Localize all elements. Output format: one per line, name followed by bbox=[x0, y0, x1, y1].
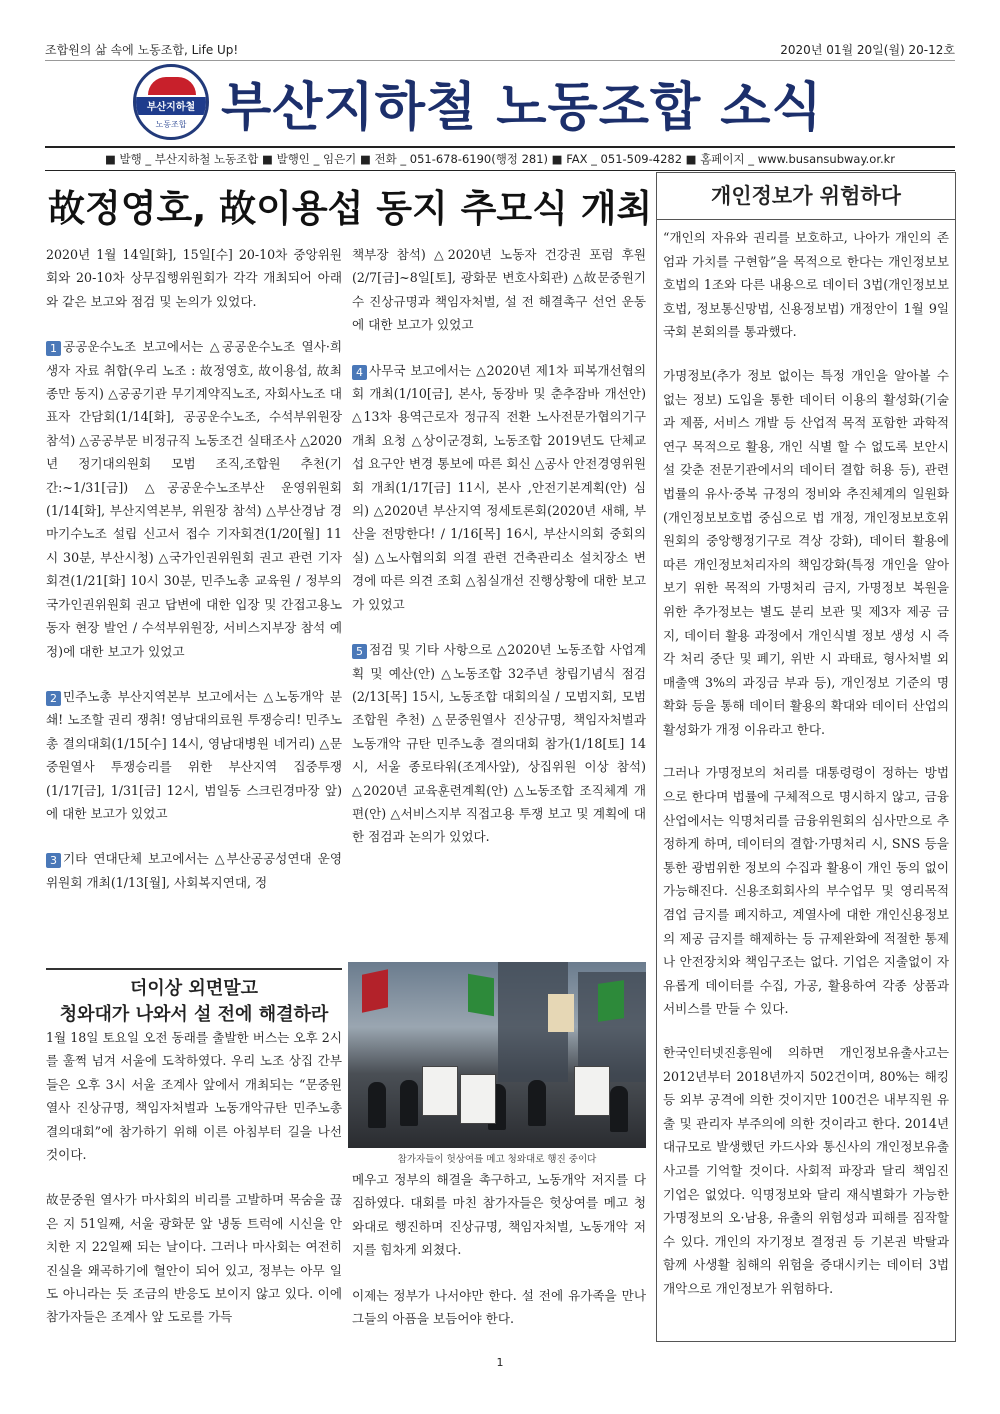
report-item-3-cont: 책부장 참석) △2020년 노동자 건강권 포럼 후원 (2/7[금]~8일[토], 광화문 변호사회관) △故문중원기수 진상규명과 책임자처벌, 설 전 해결촉구 선언 운동에 대한 보고가 있었고 bbox=[352, 247, 646, 333]
number-badge-3: 3 bbox=[46, 853, 61, 868]
report-item-1: 1 공공운수노조 보고에서는 △공공운수노조 열사·희생자 자료 취합(우리 노조 : 故정영호, 故이용섭, 故최종만 동지) △공공기관 무기계약직노조, 자회사노조 대표자 간담회(1/14[화], 공공운수노조, 수석부위원장 참석) △공공부문 비정규직 노동조건 실태조사 △2020년 정기대의원회 모범 조직,조합원 추천(기간:~1/31[금]) △공공운수노조부산 운영위원회(1/14[화], 부산지역본부, 위원장 참석) △부산경남 경마기수노조 설립 신고서 접수 기자회견(1/20[월] 11시 30분, 부산시청) △국가인권위원회 권고 관련 기자회견(1/21[화] 10시 30분, 민주노총 교육원 / 정부의 국가인권위원회 권고 답변에 대한 입장 및 간접고용노동자 현장 발언 / 수석부위원장, 서비스지부장 참석 예정)에 대한 보고가 있었고 bbox=[46, 339, 342, 659]
report-item-5: 5 점검 및 기타 사항으로 △2020년 노동조합 사업계획 및 예산(안) △노동조합 32주년 창립기념식 점검(2/13[목] 15시, 노동조합 대회의실 / 모범지회, 모범조합원 추천) △문중원열사 진상규명, 책임자처벌과 노동개악 규탄 민주노총 결의대회 참가(1/18[토] 14시, 서울 종로타워(조계사앞), 상집위원 이상 참석) △2020년 교육훈련계획(안) △노동조합 조직체계 개편(안) △서비스지부 직접고용 투쟁 보고 및 계획에 대한 점검과 논의가 있었다. bbox=[352, 642, 646, 845]
report-item-2: 2 민주노총 부산지역본부 보고에서는 △노동개악 분쇄! 노조할 권리 쟁취! 영남대의료원 투쟁승리! 민주노총 결의대회(1/15[수] 14시, 영남대병원 네거리) △문중원열사 투쟁승리를 위한 부산지역 집중투쟁(1/17[금], 1/31[금] 12시, 범일동 스크린경마장 앞)에 대한 보고가 있었고 bbox=[46, 688, 342, 821]
masthead bbox=[45, 62, 955, 142]
green-flag bbox=[468, 974, 494, 1017]
protest-sign bbox=[460, 1074, 496, 1124]
article-intro: 2020년 1월 14일[화], 15일[수] 20-10차 중앙위원회와 20-10차 상무집행위원회가 각각 개최되어 아래와 같은 보고와 점검 및 논의가 있었다. bbox=[46, 247, 342, 309]
sidebar-paragraph-1: “개인의 자유와 권리를 보호하고, 나아가 개인의 존엄과 가치를 구현함”을 목적으로 한다는 개인정보보호법의 1조와 다른 내용으로 데이터 3법(개인정보보호법, 정보통신망법, 신용정보법) 개정안이 1월 9일 국회 본회의를 통과했다. bbox=[663, 230, 949, 340]
article2-paragraph-4: 이제는 정부가 나서야만 한다. 설 전에 유가족을 만나 그들의 아픔을 보듬어야 한다. bbox=[352, 1287, 646, 1327]
logo-arc bbox=[148, 77, 196, 95]
sidebar-box bbox=[656, 172, 956, 1342]
banner bbox=[548, 994, 574, 1032]
article2-column-2 bbox=[352, 1168, 646, 1352]
red-flag bbox=[362, 969, 388, 1013]
green-flag bbox=[598, 980, 624, 1022]
main-headline: 故정영호, 故이용섭 동지 추모식 개최 bbox=[48, 187, 653, 230]
number-badge-1: 1 bbox=[46, 341, 61, 356]
sidebar-paragraph-4: 한국인터넷진흥원에 의하면 개인정보유출사고는 2012년부터 2018년까지 502건이며, 80%는 해킹 등 외부 공격에 의한 것이지만 100건은 내부직원 유출 및 관리자 부주의에 의한 것이라고 한다. 2014년 대규모로 발생했던 카드사와 통신사의 개인정보유출사고를 기억할 것이다. 사회적 파장과 달리 책임진 기업은 없었다. 익명정보와 달리 재식별화가 가능한 가명정보의 오·남용, 유출의 위험성과 피해를 짐작할 수 있다. 개인의 자기정보 결정권 등 기본권 박탈과 함께 사생활 침해의 위험을 증대시키는 데이터 3법 개악으로 개인정보가 위험하다. bbox=[663, 1045, 949, 1296]
protest-sign bbox=[422, 1066, 458, 1116]
logo-subtext: 노동조합 bbox=[155, 120, 187, 129]
article2-paragraph-2: 故문중원 열사가 마사회의 비리를 고발하며 목숨을 끊은 지 51일째, 서울 광화문 앞 냉동 트럭에 시신을 안치한 지 22일째 되는 날이다. 그러나 마사회는 여전히 진실을 왜곡하기에 혈안이 되어 있고, 정부는 아무 일도 아니라는 듯 조금의 반응도 보이지 않고 있다. 이에 참가자들은 조계사 앞 도로를 가득 bbox=[46, 1192, 342, 1325]
article2-paragraph-1: 1월 18일 토요일 오전 동래를 출발한 버스는 오후 2시를 훌쩍 넘겨 서울에 도착하였다. 우리 노조 상집 간부들은 오후 3시 서울 조계사 앞에서 개최되는 “문중원 열사 진상규명, 책임자처벌과 노동개악규탄 민주노총 결의대회”에 참가하기 위해 이른 아침부터 길을 나선 것이다. bbox=[46, 1030, 342, 1163]
report-item-3: 3 기타 연대단체 보고에서는 △부산공공성연대 운영위원회 개최(1/13[월], 사회복지연대, 정 bbox=[46, 851, 342, 890]
logo-text: 부산지하철 bbox=[146, 102, 196, 113]
number-badge-2: 2 bbox=[46, 691, 61, 706]
publisher-info: ■ 발행 _ 부산지하철 노동조합 ■ 발행인 _ 임은기 ■ 전화 _ 051-678-6190(행정 281) ■ FAX _ 051-509-4282 ■ 홈페이지 _ www.busansubway.or.kr bbox=[45, 146, 955, 171]
sidebar-paragraph-3: 그러나 가명정보의 처리를 대통령령이 정하는 방법으로 한다며 법률에 구체적으로 명시하지 않고, 금융산업에서는 익명처리를 금융위원회의 심사만으로 추정하게 하며, 데이터의 결합·가명처리 시, SNS 등을 통한 광범위한 정보의 수집과 활용이 개인 동의 없이 가능해진다. 신용조회회사의 부수업무 및 영리목적 겸업 금지를 폐지하고, 계열사에 대한 개인신용정보의 제공 금지를 해제하는 등 규제완화에 적절한 통제나 안전장치와 책임구조는 없다. 기업은 지출없이 자유롭게 데이터를 수집, 가공, 활용하여 각종 상품과 서비스를 만들 수 있다. bbox=[663, 765, 949, 1017]
photo-caption: 참가자들이 헛상여를 메고 청와대로 행진 중이다 bbox=[397, 1154, 597, 1165]
top-bar bbox=[45, 38, 955, 61]
sidebar-paragraph-2: 가명정보(추가 정보 없이는 특정 개인을 알아볼 수 없는 정보) 도입을 통한 데이터 이용의 활성화(기술과 제품, 서비스 개발 등 산업적 목적 포함한 과학적 연구 목적으로 활용, 개인 식별 할 수 없도록 보안시설 갖춘 전문기관에서의 데이터 결합 허용 등), 관련 법률의 유사·중복 규정의 정비와 추진체계의 일원화(개인정보보호법 중심으로 법 개정, 개인정보보호위원회의 중앙행정기구로 격상 강화), 데이터 활용에 따른 개인정보처리자의 책임강화(특정 개인을 알아보기 위한 목적의 가명처리 금지, 가명정보 복원을 위한 추가정보는 별도 분리 보관 및 제3자 제공 금지, 데이터 활용 과정에서 개인식별 정보 생성 시 즉각 처리 중단 및 폐기, 위반 시 과태료, 형사처벌 외 매출액 3%의 과징금 부과 등), 개인정보 기준의 명확화 등을 통해 데이터 활용의 확대와 데이터 산업의 활성화가 개정 이유라고 한다. bbox=[663, 367, 949, 737]
march-photo bbox=[348, 962, 646, 1148]
union-logo bbox=[133, 64, 209, 140]
page-number: 1 bbox=[496, 1356, 504, 1369]
article2-column-1 bbox=[46, 1026, 342, 1329]
article2-headline: 더이상 외면말고 청와대가 나와서 설 전에 해결하라 bbox=[46, 968, 342, 1028]
sidebar-body bbox=[663, 226, 949, 1321]
newsletter-title: 부산지하철 노동조합 소식 bbox=[221, 77, 823, 138]
number-badge-5: 5 bbox=[352, 644, 367, 659]
slogan: 조합원의 삶 속에 노동조합, Life Up! bbox=[45, 42, 239, 57]
protest-sign bbox=[574, 1066, 610, 1116]
number-badge-4: 4 bbox=[352, 365, 367, 380]
report-item-4: 4 사무국 보고에서는 △2020년 제1차 피복개선협의회 개최(1/10[금], 본사, 동장바 및 춘추잠바 개선안) △13차 용역근로자 정규직 전환 노사전문가협의기구 개최 요청 △상이군경회, 노동조합 2019년도 단체교섭 요구안 변경 통보에 따른 회신 △공사 안전경영위원회 개최(1/17[금] 11시, 본사 ,안전기본계획(안) 심의) △2020년 부산지역 정세토론회(2020년 새해, 부산을 전망한다! / 1/16[목] 16시, 부산시의회 중회의실) △노사협의회 의결 관련 건축관리소 설치장소 변경에 따른 의견 조회 △침실개선 진행상황에 대한 보고가 있었고 bbox=[352, 362, 646, 612]
issue-date: 2020년 01월 20일(월) 20-12호 bbox=[780, 42, 955, 57]
article-column-1 bbox=[46, 243, 342, 894]
article-column-2 bbox=[352, 243, 646, 871]
article2-paragraph-3: 메우고 정부의 해결을 촉구하고, 노동개악 저지를 다짐하였다. 대회를 마친 참가자들은 헛상여를 메고 청와대로 행진하며 진상규명, 책임자처벌, 노동개악 저지를 힘차게 외쳤다. bbox=[352, 1172, 646, 1258]
sidebar-title: 개인정보가 위험하다 bbox=[657, 179, 955, 220]
